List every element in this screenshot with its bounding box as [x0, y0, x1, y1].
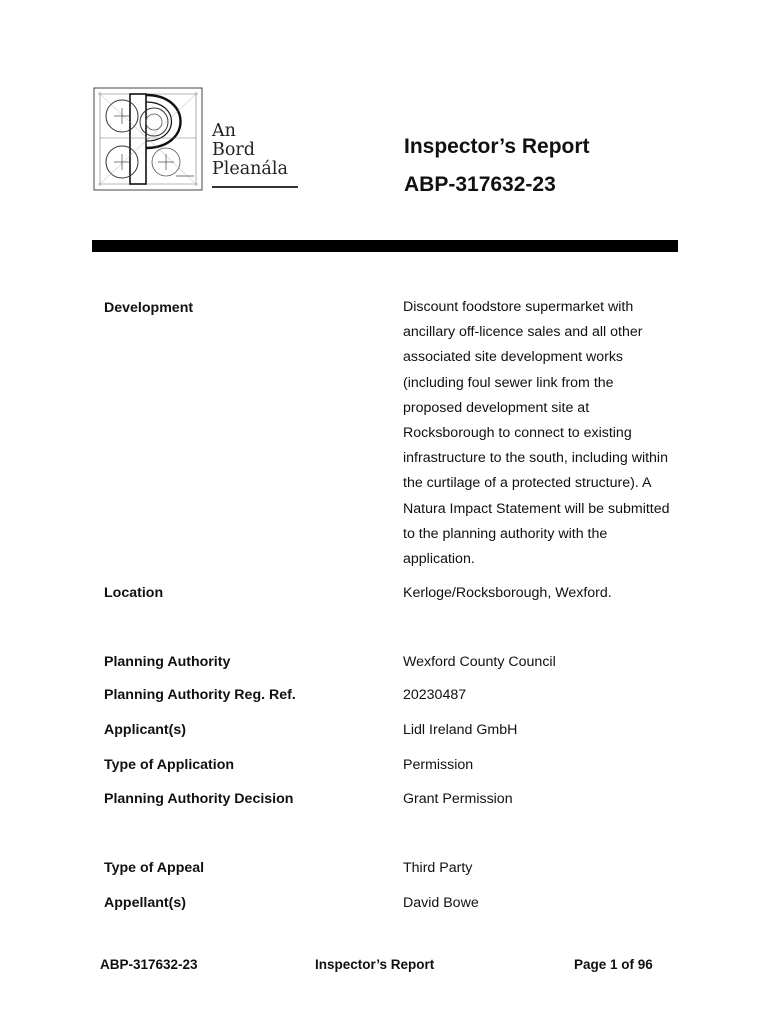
- field-label: Type of Application: [104, 757, 235, 773]
- field-value: David Bowe: [403, 895, 479, 911]
- an-bord-pleanala-logo: [92, 86, 300, 192]
- footer-title: Inspector’s Report: [315, 957, 435, 972]
- field-value: Kerloge/Rocksborough, Wexford.: [403, 585, 612, 601]
- field-value: Permission: [403, 757, 474, 773]
- field-label: Applicant(s): [104, 722, 186, 738]
- logo-line-2: Bord: [212, 140, 255, 160]
- field-label: Location: [104, 585, 164, 601]
- report-reference: ABP-317632-23: [404, 173, 556, 196]
- field-value: Third Party: [403, 860, 473, 876]
- field-value: Lidl Ireland GmbH: [403, 722, 518, 738]
- field-label: Planning Authority Reg. Ref.: [104, 687, 296, 703]
- logo-wordmark: [212, 122, 288, 179]
- header-divider: [92, 240, 678, 252]
- report-heading: [404, 128, 590, 204]
- field-value: Discount foodstore supermarket with ancillary off-licence sales and all other associated site development works (including foul sewer link from the proposed development site at Rocksborough to connect to existing infrastructure to the south, including within the curtilage of a protected structure). A Natura Impact Statement will be submitted to the planning authority with the application.: [403, 299, 670, 568]
- report-title: Inspector’s Report: [404, 135, 590, 158]
- field-label: Planning Authority: [104, 654, 231, 670]
- field-label: Type of Appeal: [104, 860, 205, 876]
- logo-underline: [212, 186, 298, 188]
- field-label: Development: [104, 300, 194, 316]
- footer-reference: ABP-317632-23: [100, 957, 198, 972]
- logo-line-1: An: [212, 121, 236, 141]
- field-value: Wexford County Council: [403, 654, 556, 670]
- field-value: Grant Permission: [403, 791, 513, 807]
- field-label: Planning Authority Decision: [104, 791, 294, 807]
- logo-p-monogram-icon: [92, 86, 204, 192]
- logo-line-3: Pleanála: [212, 159, 288, 179]
- field-label: Appellant(s): [104, 895, 186, 911]
- footer-page-number: Page 1 of 96: [574, 957, 653, 972]
- field-value: 20230487: [403, 687, 467, 703]
